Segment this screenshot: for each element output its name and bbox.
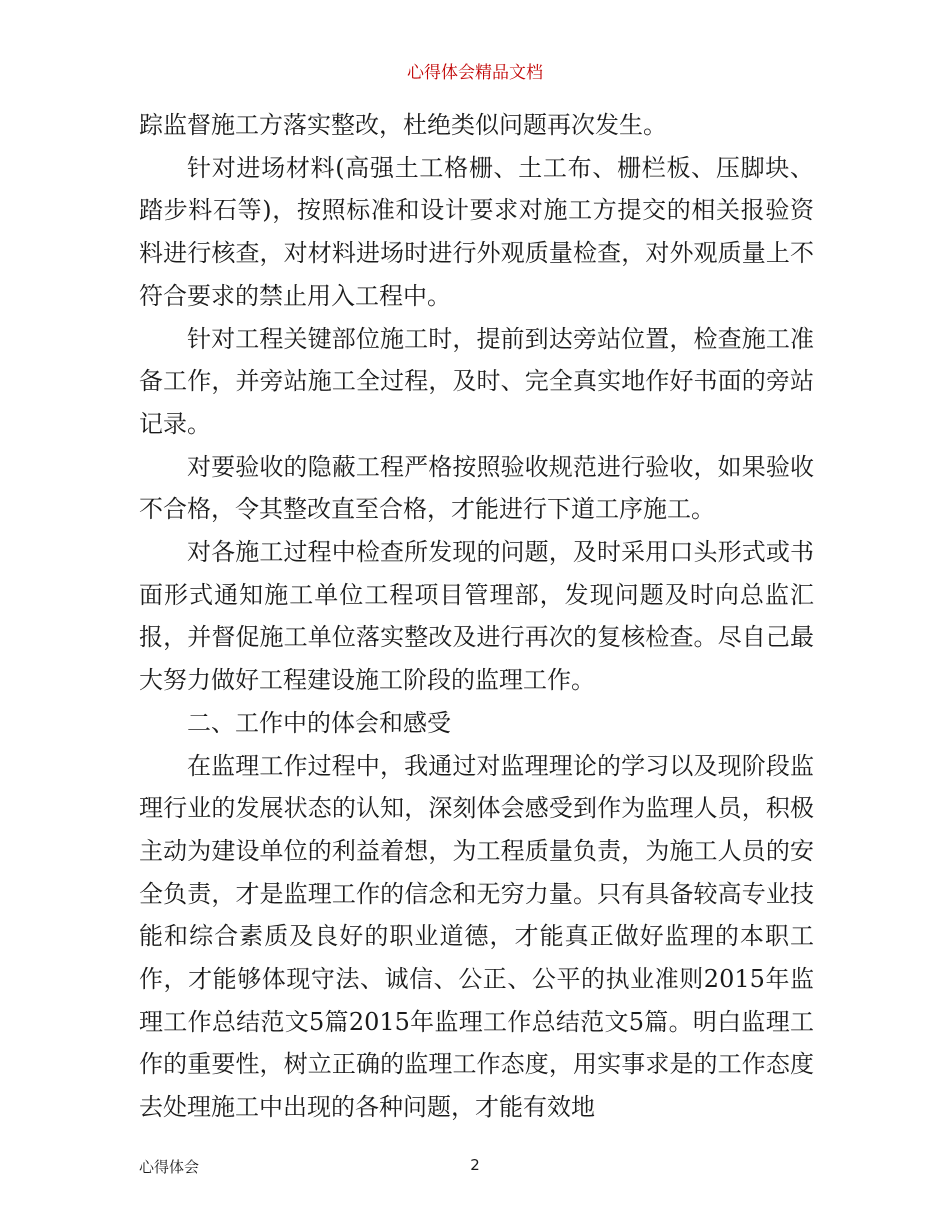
paragraph-acceptance: 对要验收的隐蔽工程严格按照验收规范进行验收，如果验收不合格，令其整改直至合格，才能进行下道工序施工。 (139, 452, 814, 524)
section-heading: 二、工作中的体会和感受 (187, 708, 451, 737)
paragraph-experience: 在监理工作过程中，我通过对监理理论的学习以及现阶段监理行业的发展状态的认知，深刻体会感受到作为监理人员，积极主动为建设单位的利益着想，为工程质量负责，为施工人员的安全负责，才是监理工作的信念和无穷力量。只有具备较高专业技能和综合素质及良好的职业道德，才能真正做好监理的本职工作，才能够体现守法、诚信、公正、公平的执业准则2015年监理工作总结范文5篇2015年监理工作总结范文5篇。明白监理工作的重要性，树立正确的监理工作态度，用实事求是的工作态度去处理施工中出现的各种问题，才能有效地 (139, 751, 814, 1122)
paragraph-problems: 对各施工过程中检查所发现的问题，及时采用口头形式或书面形式通知施工单位工程项目管理部，发现问题及时向总监汇报，并督促施工单位落实整改及进行再次的复核检查。尽自己最大努力做好工程建设施工阶段的监理工作。 (139, 538, 814, 695)
paragraph-continuation: 踪监督施工方落实整改，杜绝类似问题再次发生。 (139, 111, 667, 139)
paragraph-materials: 针对进场材料(高强土工格栅、土工布、栅栏板、压脚块、踏步料石等)，按照标准和设计要求对施工方提交的相关报验资料进行核查，对材料进场时进行外观质量检查，对外观质量上不符合要求的禁止用入工程中。 (139, 153, 814, 310)
footer-label: 心得体会 (139, 1158, 200, 1176)
document-body (139, 104, 814, 1129)
page-header-title: 心得体会精品文档 (407, 63, 543, 83)
paragraph-key-parts: 针对工程关键部位施工时，提前到达旁站位置，检查施工准备工作，并旁站施工全过程，及时、完全真实地作好书面的旁站记录。 (139, 324, 814, 438)
page-number: 2 (470, 1156, 480, 1174)
